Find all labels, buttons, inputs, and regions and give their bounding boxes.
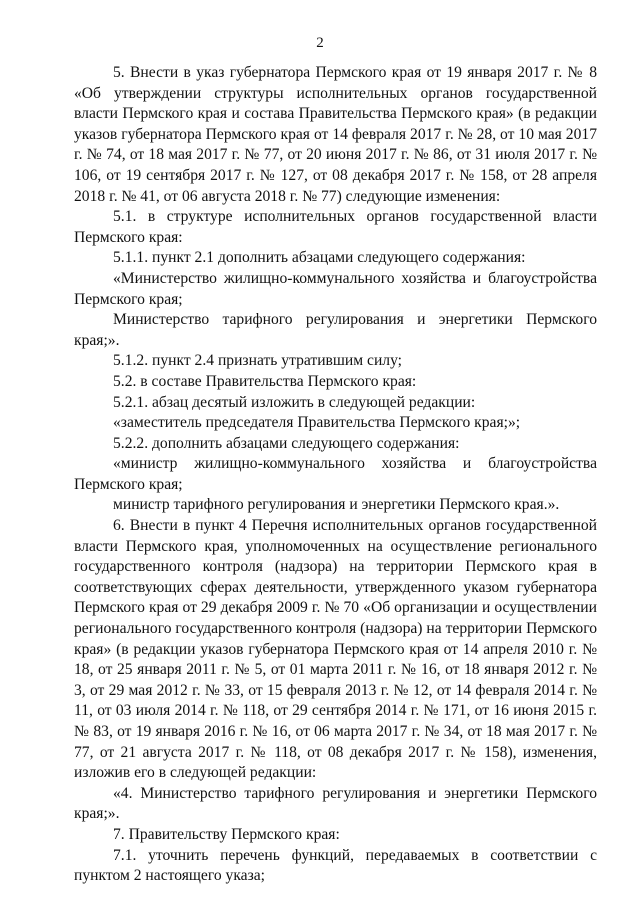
paragraph-5-2: 5.2. в составе Правительства Пермского края: <box>113 372 417 390</box>
page-number: 2 <box>316 35 324 51</box>
quote-minister-housing: «министр жилищно-коммунального хозяйства и благоустройства Пермского края; <box>74 455 597 493</box>
quote-ministry-tariff: Министерство тарифного регулирования и энергетики Пермского края;». <box>74 311 597 349</box>
paragraph-5-2-1: 5.2.1. абзац десятый изложить в следующей редакции: <box>113 393 476 411</box>
quote-minister-tariff: министр тарифного регулирования и энергетики Пермского края.». <box>113 496 560 514</box>
paragraph-5-1-2: 5.1.2. пункт 2.4 признать утратившим силу; <box>113 352 403 370</box>
paragraph-5-1: 5.1. в структуре исполнительных органов государственной власти Пермского края: <box>74 208 597 246</box>
paragraph-7: 7. Правительству Пермского края: <box>113 825 340 843</box>
quote-ministry-housing: «Министерство жилищно-коммунального хозяйства и благоустройства Пермского края; <box>74 269 597 308</box>
paragraph-7-1: 7.1. уточнить перечень функций, передаваемых в соответствии с пунктом 2 настоящего указа; <box>74 846 597 885</box>
paragraph-5-1-1: 5.1.1. пункт 2.1 дополнить абзацами следующего содержания: <box>113 249 526 267</box>
paragraph-6: 6. Внести в пункт 4 Перечня исполнительных органов государственной власти Пермского края, уполномоченных на осуществление регионального государственного контроля (надзора) на территории Пермского края в соответствующих сферах деятельности, утвержденного указом губернатора Пермского края от 29 декабря 2009 г. № 70 «Об организации и осуществлении регионального государственного контроля (надзора) на территории Пермского края» (в редакции указов губернатора Пермского края от 14 апреля 2010 г. № 18, от 25 января 2011 г. № 5, от 01 марта 2011 г. № 16, от 18 января 2012 г. № 3, от 29 мая 2012 г. № 33, от 15 февраля 2013 г. № 12, от 14 февраля 2014 г. № 11, от 03 июля 2014 г. № 118, от 29 сентября 2014 г. № 171, от 16 июня 2015 г. № 83, от 19 января 2016 г. № 16, от 06 марта 2017 г. № 34, от 18 мая 2017 г. № 77, от 21 августа 2017 г. № 118, от 08 декабря 2017 г. № 158), изменения, изложив его в следующей редакции: <box>74 517 597 782</box>
quote-item-4: «4. Министерство тарифного регулирования и энергетики Пермского края;». <box>74 784 597 823</box>
document-body <box>74 63 597 887</box>
quote-deputy-chairman: «заместитель председателя Правительства Пермского края;»; <box>113 414 521 432</box>
paragraph-5: 5. Внести в указ губернатора Пермского края от 19 января 2017 г. № 8 «Об утверждении структуры исполнительных органов государственной власти Пермского края и состава Правительства Пермского края» (в редакции указов губернатора Пермского края от 14 февраля 2017 г. № 28, от 10 мая 2017 г. № 74, от 18 мая 2017 г. № 77, от 20 июня 2017 г. № 86, от 31 июля 2017 г. № 106, от 19 сентября 2017 г. № 127, от 08 декабря 2017 г. № 158, от 28 апреля 2018 г. № 41, от 06 августа 2018 г. № 77) следующие изменения: <box>74 64 597 205</box>
paragraph-5-2-2: 5.2.2. дополнить абзацами следующего содержания: <box>113 434 460 452</box>
